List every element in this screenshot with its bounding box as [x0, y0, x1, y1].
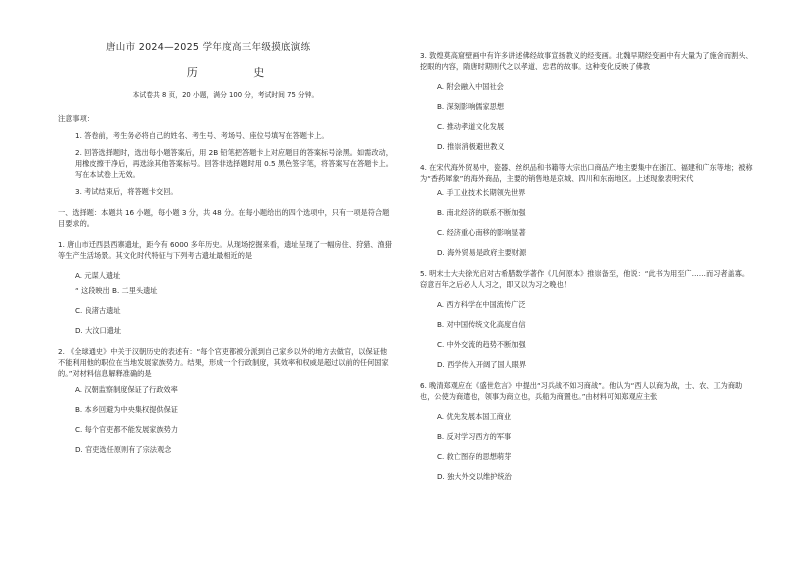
question-3 [420, 50, 755, 152]
question-stem: 6. 晚清郑观应在《盛世危言》中提出“习兵战不如习商战”。他认为“西人以商为战，士、农、工为商助也，公使为商遣也，领事为商立也，兵船为商置也。”由材料可知郑观应主张 [420, 381, 743, 401]
question-2 [58, 346, 393, 455]
exam-title: 唐山市 2024—2025 学年度高三年级摸底演练 [106, 42, 311, 53]
question-stem: 4. 在宋代海外贸易中，瓷器、丝织品和书籍等大宗出口商品产地主要集中在浙江、福建和广东等地；被称为“香药犀象”的海外商品，主要的销售地是京城、四川和东南地区。上述现象表明宋代 [420, 163, 753, 183]
option[interactable]: A. 汉朝监察制度保证了行政效率 [75, 385, 178, 394]
option[interactable]: D. 官吏选任原则有了宗法观念 [75, 445, 172, 454]
option[interactable]: C. 中外交流的趋势不断加强 [437, 340, 526, 349]
subject-title: 历 史 [186, 66, 291, 79]
option[interactable]: D. 独大外交以维护统治 [437, 472, 512, 481]
note-item: 1. 答卷前，考生务必将自己的姓名、考生号、考场号、座位号填写在答题卡上。 [75, 131, 329, 140]
question-1 [58, 239, 393, 336]
option[interactable]: C. 良渚古遗址 [75, 306, 121, 315]
option[interactable]: B. 对中国传统文化高度自信 [437, 320, 526, 329]
option[interactable]: D. 海外贸易是政府主要财源 [437, 248, 527, 257]
question-4 [420, 162, 755, 258]
notes-title: 注意事项： [58, 114, 94, 123]
left-column [58, 0, 393, 455]
question-stem: 1. 唐山市迁西县西寨遗址，距今有 6000 多年历史。从现场挖掘来看，遗址呈现了一幅房住、狩猎、渔猎等生产生活场景。其文化时代特征与下列考古遗址最相近的是 [58, 240, 392, 260]
option[interactable]: B. 深刻影响儒家思想 [437, 102, 505, 111]
question-5 [420, 268, 755, 370]
note-item: 2. 回答选择题时，选出每小题答案后，用 2B 铅笔把答题卡上对应题目的答案标号涂黑。如需改动，用橡皮擦干净后，再选涂其他答案标号。回答非选择题时用 0.5 黑色签字笔，将答案写在答题卡上。写在本试卷上无效。 [75, 148, 393, 179]
option[interactable]: A. 优先发展本国工商业 [437, 412, 512, 421]
option[interactable]: D. 西学传入开阔了国人眼界 [437, 360, 527, 369]
option[interactable]: A. 元谋人遗址 [75, 271, 121, 280]
exam-info: 本试卷共 8 页，20 小题，满分 100 分，考试时间 75 分钟。 [132, 91, 319, 99]
option[interactable]: A. 附会融入中国社会 [437, 82, 504, 91]
option[interactable]: B. 南北经济的联系不断加强 [437, 208, 526, 217]
question-stem: 2. 《全球通史》中关于汉朝历史的表述有：“每个官吏都被分派到自己家乡以外的地方去做官，以保证他不能利用他的职位在当地发展家族势力。结果，形成一个行政制度，其效率和权威是超过以前的任何国家的。”对材料信息解释准确的是 [58, 347, 389, 378]
question-stem: 3. 敦煌莫高窟壁画中有许多讲述佛经故事宣扬教义的经变画。北魏早期经变画中有大量为了施舍而割头、挖眼的内容，隋唐时期则代之以孝道、忠君的故事。这种变化反映了佛教 [420, 51, 753, 71]
section-intro: 一、选择题：本题共 16 小题，每小题 3 分，共 48 分。在每小题给出的四个选项中，只有一项是符合题目要求的。 [58, 208, 390, 228]
right-column [420, 0, 755, 482]
option[interactable]: C. 推动孝道文化发展 [437, 122, 505, 131]
option[interactable]: “ 这段映出 B. 二里头遗址 [75, 286, 158, 295]
option[interactable]: C. 救亡图存的思想萌芽 [437, 452, 512, 461]
option[interactable]: A. 手工业技术长期领先世界 [437, 188, 526, 197]
question-6 [420, 380, 755, 482]
question-stem: 5. 明末士大夫徐光启对古希腊数学著作《几何原本》推崇备至，他说：“此书为用至广……而习者盖寡。窃意百年之后必人人习之，即又以为习之晚也！ [420, 269, 750, 289]
note-item: 3. 考试结束后，将答题卡交回。 [75, 187, 178, 196]
option[interactable]: D. 大汶口遗址 [75, 326, 122, 335]
option[interactable]: B. 本乡回避为中央集权提供保证 [75, 405, 178, 414]
option[interactable]: C. 经济重心南移的影响显著 [437, 228, 526, 237]
option[interactable]: A. 西方科学在中国流传广泛 [437, 300, 526, 309]
option[interactable]: C. 每个官吏都不能发展家族势力 [75, 425, 179, 434]
option[interactable]: B. 反对学习西方的军事 [437, 432, 512, 441]
option[interactable]: D. 推崇消极避世教义 [437, 142, 505, 151]
